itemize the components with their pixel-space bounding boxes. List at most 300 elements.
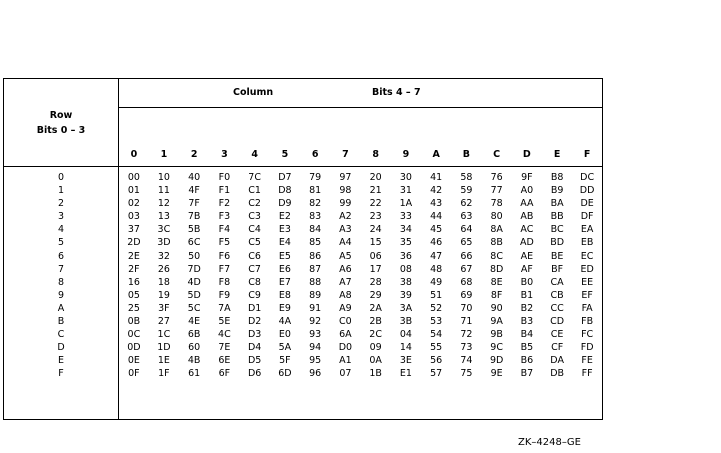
table-cell: A3 (339, 224, 352, 236)
table-cell: C8 (248, 276, 261, 288)
table-cell: 12 (157, 198, 170, 210)
table-cell: 0D (127, 342, 141, 354)
table-cell: FF (581, 368, 593, 380)
table-cell: F8 (218, 276, 231, 288)
table-cell: 18 (157, 276, 170, 288)
table-cell: E1 (399, 368, 412, 380)
table-cell: 1E (157, 355, 170, 367)
table-cell: 07 (339, 368, 352, 380)
table-cell: 30 (399, 172, 412, 183)
table-cell: 25 (127, 302, 140, 314)
table-cell: 0F (128, 368, 140, 380)
table-cell: AC (520, 224, 534, 236)
value-column (240, 167, 270, 420)
table-cell: DC (580, 172, 595, 183)
table-cell: 37 (127, 224, 140, 236)
table-cell: FD (580, 342, 594, 354)
table-cell: DB (550, 368, 565, 380)
table-cell: B8 (550, 172, 564, 183)
table-cell: 88 (309, 276, 322, 288)
table-cell: E7 (278, 276, 291, 288)
table-cell: 02 (127, 198, 140, 210)
value-column (300, 167, 330, 420)
table-cell: 6B (187, 329, 201, 341)
table-cell: E0 (278, 329, 291, 341)
row-label: Row (49, 109, 73, 121)
header-row-top (4, 79, 603, 108)
table-cell: 85 (309, 237, 322, 249)
table-cell: 54 (430, 329, 443, 341)
table-cell: BA (550, 198, 564, 210)
table-cell: 28 (369, 276, 382, 288)
table-cell: 55 (430, 342, 443, 354)
table-cell: 7E (218, 342, 231, 354)
table-cell: 61 (188, 368, 201, 380)
table-cell: CF (551, 342, 564, 354)
table-cell: 05 (127, 289, 140, 301)
table-cell: 4F (188, 185, 200, 197)
table-cell: 91 (309, 302, 322, 314)
table-cell: B6 (520, 355, 534, 367)
table-cell: 8C (490, 250, 503, 262)
table-cell: E9 (278, 302, 291, 314)
table-cell: C1 (248, 185, 261, 197)
table-cell: 68 (460, 276, 473, 288)
table-cell: 4D (187, 276, 201, 288)
column-label: Column (233, 87, 274, 98)
table-cell: 69 (460, 289, 473, 301)
value-column (119, 167, 149, 420)
table-cell: 32 (157, 250, 170, 262)
table-cell: F0 (218, 172, 231, 183)
table-cell: 90 (490, 302, 503, 314)
column-number: 1 (149, 108, 179, 167)
table-cell: 03 (127, 211, 140, 223)
table-cell: 06 (369, 250, 382, 262)
table-cell: E2 (278, 211, 291, 223)
table-cell: 7A (218, 302, 231, 314)
table-cell: 04 (399, 329, 412, 341)
table-cell: C9 (248, 289, 261, 301)
table-cell: 4E (188, 316, 201, 328)
table-cell: 70 (460, 302, 473, 314)
table-cell: 4A (278, 316, 292, 328)
table-cell: 92 (309, 316, 322, 328)
table-cell: C3 (248, 211, 261, 223)
table-cell: 01 (127, 185, 140, 197)
table-cell: 0E (127, 355, 140, 367)
table-cell: 0A (369, 355, 382, 367)
table-cell: 13 (157, 211, 170, 223)
table-cell: 59 (460, 185, 473, 197)
table-cell: 7B (187, 211, 201, 223)
table-cell: 52 (430, 302, 443, 314)
table-cell: 2D (127, 237, 141, 249)
value-column (330, 167, 360, 420)
table-cell: 6A (339, 329, 352, 341)
table-cell: AA (520, 198, 534, 210)
table-cell: 67 (460, 263, 473, 275)
value-column (451, 167, 481, 420)
table-cell: 4C (218, 329, 231, 341)
value-column (512, 167, 542, 420)
table-cell: 56 (430, 355, 443, 367)
table-cell: DE (580, 198, 594, 210)
column-number: 2 (179, 108, 209, 167)
table-cell: 76 (490, 172, 503, 183)
table-cell: 74 (460, 355, 473, 367)
code-table (3, 78, 603, 420)
table-cell: F1 (218, 185, 231, 197)
table-cell: 7F (188, 198, 200, 210)
table-cell: A8 (339, 289, 352, 301)
table-cell: A6 (339, 263, 352, 275)
table-cell: 5C (187, 302, 201, 314)
table-cell: 95 (309, 355, 322, 367)
table-cell: FE (581, 355, 593, 367)
row-label: F (58, 368, 64, 380)
table-cell: 79 (309, 172, 322, 183)
table-cell: B3 (520, 316, 534, 328)
table-cell: 87 (309, 263, 322, 275)
table-cell: CC (550, 302, 564, 314)
table-cell: 41 (430, 172, 443, 183)
table-cell: E8 (278, 289, 291, 301)
table-cell: 35 (399, 237, 412, 249)
table-cell: A2 (339, 211, 352, 223)
row-label: D (57, 342, 65, 354)
table-cell: CD (550, 316, 565, 328)
row-label: 5 (57, 237, 65, 249)
table-cell: 3B (399, 316, 413, 328)
row-label: 3 (57, 211, 65, 223)
table-cell: ED (580, 263, 594, 275)
table-cell: B4 (520, 329, 534, 341)
table-cell: 8B (490, 237, 503, 249)
table-cell: 2C (369, 329, 382, 341)
table-cell: 9B (490, 329, 503, 341)
table-cell: C7 (248, 263, 261, 275)
table-cell: DA (550, 355, 564, 367)
table-cell: 27 (157, 316, 170, 328)
table-cell: BE (550, 250, 564, 262)
table-cell: D3 (247, 329, 262, 341)
table-cell: 84 (309, 224, 322, 236)
column-number: 7 (330, 108, 360, 167)
table-cell: 10 (157, 172, 170, 183)
table-cell: 1F (158, 368, 170, 380)
table-cell: D8 (278, 185, 292, 197)
table-cell: 33 (399, 211, 412, 223)
row-label: 7 (57, 263, 65, 275)
table-cell: 6E (218, 355, 231, 367)
table-cell: CE (550, 329, 564, 341)
table-cell: C0 (339, 316, 352, 328)
table-cell: FA (581, 302, 593, 314)
table-cell: A1 (339, 355, 352, 367)
table-cell: BF (551, 263, 564, 275)
table-cell: C4 (248, 224, 261, 236)
table-cell: D1 (247, 302, 262, 314)
table-cell: AE (520, 250, 534, 262)
table-cell: 22 (369, 198, 382, 210)
table-cell: 64 (460, 224, 473, 236)
table-cell: F3 (218, 211, 231, 223)
table-cell: 1D (157, 342, 171, 354)
table-cell: 29 (369, 289, 382, 301)
table-cell: 31 (399, 185, 412, 197)
row-label: A (57, 302, 65, 314)
table-cell: D7 (278, 172, 292, 183)
table-body-row (4, 167, 603, 420)
row-label: 1 (57, 185, 65, 197)
table-cell: 50 (188, 250, 201, 262)
table-cell: 16 (127, 276, 140, 288)
table-cell: A5 (339, 250, 352, 262)
table-cell: 8F (490, 289, 503, 301)
table-cell: A9 (339, 302, 352, 314)
table-cell: 9E (490, 368, 503, 380)
table-cell: 08 (399, 263, 412, 275)
table-cell: 94 (309, 342, 322, 354)
table-cell: BC (550, 224, 564, 236)
column-number: D (512, 108, 542, 167)
table-cell: F7 (218, 263, 231, 275)
table-cell: 53 (430, 316, 443, 328)
column-number: 8 (361, 108, 391, 167)
column-number: F (572, 108, 602, 167)
table-cell: 36 (399, 250, 412, 262)
table-cell: 43 (430, 198, 443, 210)
table-cell: 2B (369, 316, 382, 328)
table-cell: 3A (399, 302, 413, 314)
table-cell: 2E (127, 250, 140, 262)
value-column (270, 167, 300, 420)
table-cell: 7D (187, 263, 201, 275)
table-cell: 5E (218, 316, 231, 328)
table-cell: 1C (157, 329, 171, 341)
table-cell: A0 (520, 185, 534, 197)
column-number: 0 (119, 108, 149, 167)
column-bits-header (119, 79, 603, 108)
table-cell: 80 (490, 211, 503, 223)
value-column (572, 167, 602, 420)
table-cell: BB (550, 211, 564, 223)
table-cell: CA (550, 276, 564, 288)
table-cell: EC (580, 250, 594, 262)
row-label: 6 (57, 250, 65, 262)
table-cell: 14 (399, 342, 412, 354)
table-cell: 78 (490, 198, 503, 210)
table-cell: CB (550, 289, 564, 301)
table-cell: C6 (248, 250, 261, 262)
table-cell: DD (579, 185, 595, 197)
table-cell: 62 (460, 198, 473, 210)
table-cell: 58 (460, 172, 473, 183)
row-labels-column (4, 167, 119, 420)
table-cell: C5 (248, 237, 261, 249)
table-cell: 23 (369, 211, 382, 223)
table-cell: 3F (158, 302, 170, 314)
value-column (179, 167, 209, 420)
table-cell: AB (520, 211, 534, 223)
column-number: E (542, 108, 572, 167)
table-cell: A4 (339, 237, 352, 249)
table-cell: 7C (248, 172, 261, 183)
row-label: 2 (57, 198, 65, 210)
value-column (542, 167, 572, 420)
table-cell: D0 (338, 342, 353, 354)
column-number: A (421, 108, 451, 167)
table-cell: 66 (460, 250, 473, 262)
table-cell: 9A (490, 316, 503, 328)
value-column (149, 167, 179, 420)
table-cell: 63 (460, 211, 473, 223)
table-cell: B5 (520, 342, 534, 354)
table-cell: EE (581, 276, 594, 288)
table-cell: 11 (157, 185, 170, 197)
table-cell: 97 (339, 172, 352, 183)
table-cell: EA (580, 224, 594, 236)
column-number: C (482, 108, 512, 167)
row-label: 8 (57, 276, 65, 288)
table-cell: 1A (399, 198, 413, 210)
table-cell: 5D (187, 289, 201, 301)
row-label: 0 (57, 172, 65, 183)
row-label: C (57, 329, 65, 341)
table-cell: D5 (247, 355, 262, 367)
table-cell: 6C (187, 237, 201, 249)
table-cell: D9 (278, 198, 292, 210)
table-cell: 9D (489, 355, 504, 367)
table-cell: 2F (128, 263, 140, 275)
table-cell: 19 (157, 289, 170, 301)
table-cell: 9F (521, 172, 533, 183)
table-cell: 46 (430, 237, 443, 249)
table-cell: F5 (218, 237, 231, 249)
table-cell: 51 (430, 289, 443, 301)
table-cell: 96 (309, 368, 322, 380)
table-cell: 1B (369, 368, 382, 380)
table-cell: BD (550, 237, 565, 249)
table-cell: 98 (339, 185, 352, 197)
table-cell: B9 (550, 185, 564, 197)
table-cell: 38 (399, 276, 412, 288)
table-cell: E4 (278, 237, 291, 249)
value-column (361, 167, 391, 420)
table-cell: 73 (460, 342, 473, 354)
table-cell: 39 (399, 289, 412, 301)
table-cell: E5 (278, 250, 291, 262)
table-cell: 3C (157, 224, 171, 236)
table-cell: 3D (157, 237, 171, 249)
table-cell: 65 (460, 237, 473, 249)
table-cell: 15 (369, 237, 382, 249)
table-cell: D2 (247, 316, 262, 328)
table-cell: 00 (127, 172, 140, 183)
table-cell: 86 (309, 250, 322, 262)
table-cell: 2A (369, 302, 382, 314)
table-cell: C2 (248, 198, 261, 210)
table-cell: 49 (430, 276, 443, 288)
table-cell: F4 (218, 224, 231, 236)
table-cell: F9 (218, 289, 231, 301)
table-cell: 47 (430, 250, 443, 262)
table-cell: B0 (520, 276, 534, 288)
column-number: 9 (391, 108, 421, 167)
table-cell: 8E (490, 276, 503, 288)
value-column (391, 167, 421, 420)
table-cell: 0C (127, 329, 141, 341)
table-cell: 99 (339, 198, 352, 210)
table-cell: 20 (369, 172, 382, 183)
table-cell: 75 (460, 368, 473, 380)
value-column (421, 167, 451, 420)
table-cell: A7 (339, 276, 352, 288)
table-cell: D4 (247, 342, 262, 354)
table-cell: B2 (520, 302, 534, 314)
table-cell: B1 (520, 289, 534, 301)
column-number: 4 (240, 108, 270, 167)
table-cell: 93 (309, 329, 322, 341)
row-label: 9 (57, 289, 65, 301)
column-bits-label: Bits 4 – 7 (372, 87, 421, 98)
table-cell: AF (520, 263, 533, 275)
table-cell: 09 (369, 342, 382, 354)
table-cell: 6D (278, 368, 292, 380)
table-cell: FB (581, 316, 594, 328)
table-cell: 17 (369, 263, 382, 275)
column-number: 6 (300, 108, 330, 167)
table-cell: 3E (399, 355, 412, 367)
figure-id: ZK–4248–GE (518, 437, 581, 448)
table-cell: 83 (309, 211, 322, 223)
table-cell: 21 (369, 185, 382, 197)
value-column (482, 167, 512, 420)
table-cell: FC (581, 329, 594, 341)
table-cell: 89 (309, 289, 322, 301)
table-cell: E3 (278, 224, 291, 236)
table-cell: 45 (430, 224, 443, 236)
table-cell: 6F (218, 368, 231, 380)
column-number: 5 (270, 108, 300, 167)
table-cell: 24 (369, 224, 382, 236)
table-cell: 72 (460, 329, 473, 341)
value-column (209, 167, 239, 420)
row-bits-label: Bits 0 – 3 (36, 124, 86, 136)
row-label: E (57, 355, 64, 367)
table-cell: DF (580, 211, 594, 223)
table-cell: AD (519, 237, 534, 249)
table-cell: 34 (399, 224, 412, 236)
table-cell: 60 (188, 342, 201, 354)
table-cell: EB (580, 237, 594, 249)
table-cell: 0B (127, 316, 141, 328)
table-cell: 8A (490, 224, 503, 236)
column-number: B (451, 108, 481, 167)
table-cell: 71 (460, 316, 473, 328)
table-cell: 42 (430, 185, 443, 197)
table-cell: 5F (279, 355, 291, 367)
row-label: B (57, 316, 65, 328)
table-cell: 77 (490, 185, 503, 197)
table-cell: EF (581, 289, 593, 301)
table-cell: 44 (430, 211, 443, 223)
table-cell: B7 (520, 368, 534, 380)
table-cell: 8D (489, 263, 504, 275)
table-cell: 48 (430, 263, 443, 275)
column-number: 3 (209, 108, 239, 167)
